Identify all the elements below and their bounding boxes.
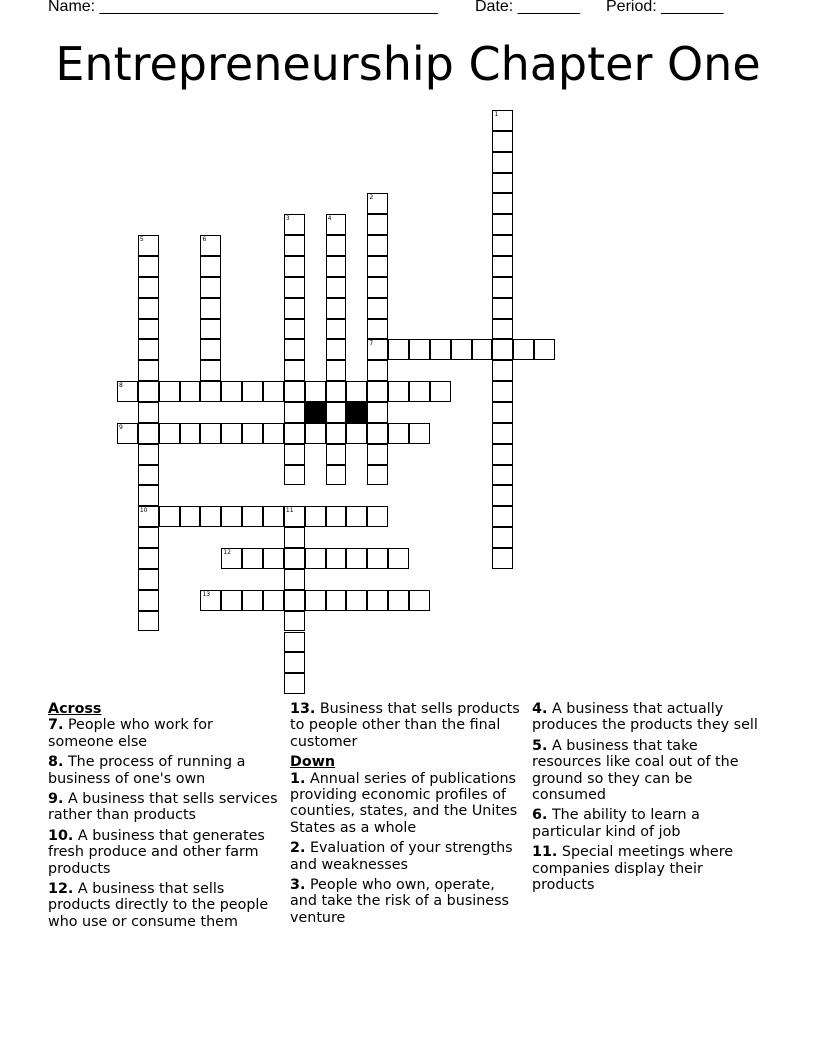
grid-cell[interactable]	[200, 360, 221, 381]
grid-cell[interactable]	[346, 381, 367, 402]
grid-cell[interactable]	[492, 339, 513, 360]
grid-cell[interactable]	[242, 590, 263, 611]
grid-cell[interactable]	[305, 590, 326, 611]
down-clue: 6. The ability to learn a particular kind of job	[532, 807, 700, 840]
grid-cell[interactable]	[221, 506, 242, 527]
grid-cell[interactable]	[284, 339, 305, 360]
grid-cell[interactable]	[326, 548, 347, 569]
grid-cell[interactable]	[200, 319, 221, 340]
across-clue: 13. Business that sells products to people other than the final customer	[290, 701, 520, 750]
grid-cell[interactable]	[138, 590, 159, 611]
clue-column-1	[48, 701, 280, 934]
grid-cell[interactable]	[492, 256, 513, 277]
grid-cell[interactable]	[200, 423, 221, 444]
grid-cell[interactable]	[284, 360, 305, 381]
across-clue: 7. People who work for someone else	[48, 717, 213, 750]
grid-cell[interactable]	[326, 298, 347, 319]
grid-cell[interactable]	[284, 402, 305, 423]
grid-cell[interactable]	[367, 590, 388, 611]
grid-cell[interactable]	[180, 506, 201, 527]
clue-number-label: 1	[494, 111, 499, 118]
grid-cell[interactable]	[138, 465, 159, 486]
grid-cell[interactable]	[221, 423, 242, 444]
grid-cell[interactable]	[492, 152, 513, 173]
grid-cell[interactable]	[326, 465, 347, 486]
grid-cell[interactable]	[242, 548, 263, 569]
clue-number-label: 5	[139, 236, 144, 244]
grid-cell[interactable]	[263, 590, 284, 611]
down-clue: 11. Special meetings where companies display their products	[532, 844, 734, 894]
grid-cell[interactable]	[492, 402, 513, 423]
grid-cell[interactable]	[367, 277, 388, 298]
grid-cell[interactable]	[367, 360, 388, 381]
down-heading: Down	[290, 754, 336, 771]
date-field[interactable]: Date: _______	[475, 0, 580, 15]
grid-cell[interactable]	[200, 381, 221, 402]
grid-cell[interactable]	[138, 298, 159, 319]
grid-cell[interactable]	[492, 465, 513, 486]
grid-cell[interactable]	[263, 423, 284, 444]
grid-cell[interactable]	[138, 569, 159, 590]
black-square	[305, 402, 326, 423]
grid-cell[interactable]	[492, 193, 513, 214]
grid-cell[interactable]	[138, 527, 159, 548]
grid-cell[interactable]	[326, 423, 347, 444]
grid-cell[interactable]	[242, 423, 263, 444]
page-title: Entrepreneurship Chapter One	[55, 37, 761, 91]
grid-cell[interactable]	[284, 235, 305, 256]
grid-cell[interactable]	[284, 590, 305, 611]
clue-number-label: 8	[119, 382, 123, 390]
grid-cell[interactable]	[346, 548, 367, 569]
grid-cell[interactable]	[492, 173, 513, 194]
grid-cell[interactable]	[326, 339, 347, 360]
black-square	[346, 402, 367, 423]
grid-cell[interactable]	[367, 465, 388, 486]
clue-number-label: 13	[202, 590, 211, 598]
across-clue: 10. A business that generates fresh produce and other farm products	[48, 827, 265, 877]
clue-number-label: 3	[285, 215, 290, 223]
grid-cell[interactable]	[263, 506, 284, 527]
grid-cell[interactable]	[326, 506, 347, 527]
grid-cell[interactable]	[409, 590, 430, 611]
grid-cell[interactable]	[284, 444, 305, 465]
grid-cell[interactable]	[367, 506, 388, 527]
grid-cell[interactable]	[451, 339, 472, 360]
grid-cell[interactable]	[492, 444, 513, 465]
grid-cell[interactable]	[138, 548, 159, 569]
grid-cell[interactable]	[138, 611, 159, 632]
grid-cell[interactable]	[138, 319, 159, 340]
grid-cell[interactable]	[263, 548, 284, 569]
across-clue: 8. The process of running a business of one's own	[48, 754, 246, 787]
clue-column-2	[290, 701, 522, 930]
grid-cell[interactable]	[326, 319, 347, 340]
grid-cell[interactable]	[388, 339, 409, 360]
grid-cell[interactable]	[284, 673, 305, 694]
grid-cell[interactable]	[388, 381, 409, 402]
grid-cell[interactable]	[284, 465, 305, 486]
clue-number-label: 12	[223, 549, 231, 557]
grid-cell[interactable]	[326, 256, 347, 277]
grid-cell[interactable]	[367, 381, 388, 402]
grid-cell[interactable]	[242, 381, 263, 402]
grid-cell[interactable]	[138, 485, 159, 506]
name-field[interactable]: Name: ______________________________________	[48, 0, 438, 15]
grid-cell[interactable]	[284, 632, 305, 653]
grid-cell[interactable]	[388, 590, 409, 611]
grid-cell[interactable]	[367, 319, 388, 340]
grid-cell[interactable]	[492, 423, 513, 444]
grid-cell[interactable]	[367, 548, 388, 569]
grid-cell[interactable]	[138, 277, 159, 298]
clue-number-label: 11	[285, 507, 294, 515]
grid-cell[interactable]	[221, 381, 242, 402]
grid-cell[interactable]	[159, 381, 180, 402]
grid-cell[interactable]	[200, 256, 221, 277]
clue-column-3	[532, 701, 764, 897]
grid-cell[interactable]	[492, 319, 513, 340]
grid-cell[interactable]	[221, 590, 242, 611]
grid-cell[interactable]	[472, 339, 493, 360]
grid-cell[interactable]	[200, 339, 221, 360]
grid-cell[interactable]	[284, 423, 305, 444]
grid-cell[interactable]	[492, 506, 513, 527]
grid-cell[interactable]	[138, 256, 159, 277]
grid-cell[interactable]	[284, 277, 305, 298]
down-clue: 3. People who own, operate, and take the risk of a business venture	[290, 877, 509, 926]
grid-cell[interactable]	[430, 381, 451, 402]
grid-cell[interactable]	[138, 423, 159, 444]
grid-cell[interactable]	[388, 548, 409, 569]
grid-cell[interactable]	[180, 381, 201, 402]
grid-cell[interactable]	[367, 298, 388, 319]
clue-number-label: 6	[202, 236, 207, 244]
across-clue: 9. A business that sells services rather than products	[48, 791, 278, 824]
grid-cell[interactable]	[326, 444, 347, 465]
grid-cell[interactable]	[305, 506, 326, 527]
grid-cell[interactable]	[513, 339, 534, 360]
grid-cell[interactable]	[159, 423, 180, 444]
clue-number-label: 7	[369, 340, 374, 348]
grid-cell[interactable]	[430, 339, 451, 360]
grid-cell[interactable]	[388, 423, 409, 444]
across-clue: 12. A business that sells products directly to the people who use or consume them	[48, 881, 269, 930]
grid-cell[interactable]	[409, 381, 430, 402]
grid-cell[interactable]	[138, 360, 159, 381]
grid-cell[interactable]	[284, 611, 305, 632]
grid-cell[interactable]	[326, 381, 347, 402]
grid-cell[interactable]	[367, 214, 388, 235]
grid-cell[interactable]	[492, 527, 513, 548]
grid-cell[interactable]	[492, 298, 513, 319]
down-clue: 2. Evaluation of your strengths and weaknesses	[290, 840, 513, 873]
grid-cell[interactable]	[284, 527, 305, 548]
clue-number-label: 4	[327, 215, 332, 223]
grid-cell[interactable]	[367, 256, 388, 277]
down-clue: 4. A business that actually produces the products they sell	[532, 701, 758, 734]
grid-cell[interactable]	[159, 506, 180, 527]
grid-cell[interactable]	[326, 277, 347, 298]
grid-cell[interactable]	[180, 423, 201, 444]
grid-cell[interactable]	[138, 402, 159, 423]
grid-cell[interactable]	[367, 423, 388, 444]
grid-cell[interactable]	[492, 235, 513, 256]
grid-cell[interactable]	[200, 298, 221, 319]
grid-cell[interactable]	[284, 256, 305, 277]
grid-cell[interactable]	[346, 423, 367, 444]
clue-number-label: 9	[119, 423, 123, 431]
grid-cell[interactable]	[367, 402, 388, 423]
period-field[interactable]: Period: _______	[606, 0, 724, 15]
grid-cell[interactable]	[305, 548, 326, 569]
grid-cell[interactable]	[242, 506, 263, 527]
grid-cell[interactable]	[492, 381, 513, 402]
grid-cell[interactable]	[492, 548, 513, 569]
grid-cell[interactable]	[367, 444, 388, 465]
grid-cell[interactable]	[346, 506, 367, 527]
grid-cell[interactable]	[326, 590, 347, 611]
grid-cell[interactable]	[138, 444, 159, 465]
grid-cell[interactable]	[409, 423, 430, 444]
clue-number-label: 2	[369, 194, 374, 202]
grid-cell[interactable]	[305, 381, 326, 402]
grid-cell[interactable]	[284, 319, 305, 340]
grid-cell[interactable]	[367, 235, 388, 256]
across-heading: Across	[48, 701, 102, 717]
grid-cell[interactable]	[326, 402, 347, 423]
grid-cell[interactable]	[492, 360, 513, 381]
grid-cell[interactable]	[492, 485, 513, 506]
grid-cell[interactable]	[346, 590, 367, 611]
grid-cell[interactable]	[305, 423, 326, 444]
grid-cell[interactable]	[492, 214, 513, 235]
clue-number-label: 10	[139, 507, 148, 515]
grid-cell[interactable]	[534, 339, 555, 360]
grid-cell[interactable]	[263, 381, 284, 402]
grid-cell[interactable]	[284, 569, 305, 590]
grid-cell[interactable]	[284, 652, 305, 673]
grid-cell[interactable]	[284, 548, 305, 569]
grid-cell[interactable]	[284, 298, 305, 319]
down-clue: 5. A business that take resources like coal out of the ground so they can be consumed	[532, 737, 739, 804]
down-clue: 1. Annual series of publications providing economic profiles of counties, states, and the Unites States as a whole	[290, 770, 518, 836]
grid-cell[interactable]	[492, 131, 513, 152]
grid-cell[interactable]	[326, 360, 347, 381]
grid-cell[interactable]	[138, 339, 159, 360]
grid-cell[interactable]	[284, 381, 305, 402]
grid-cell[interactable]	[492, 277, 513, 298]
grid-cell[interactable]	[138, 381, 159, 402]
grid-cell[interactable]	[200, 506, 221, 527]
grid-cell[interactable]	[326, 235, 347, 256]
grid-cell[interactable]	[200, 277, 221, 298]
grid-cell[interactable]	[409, 339, 430, 360]
